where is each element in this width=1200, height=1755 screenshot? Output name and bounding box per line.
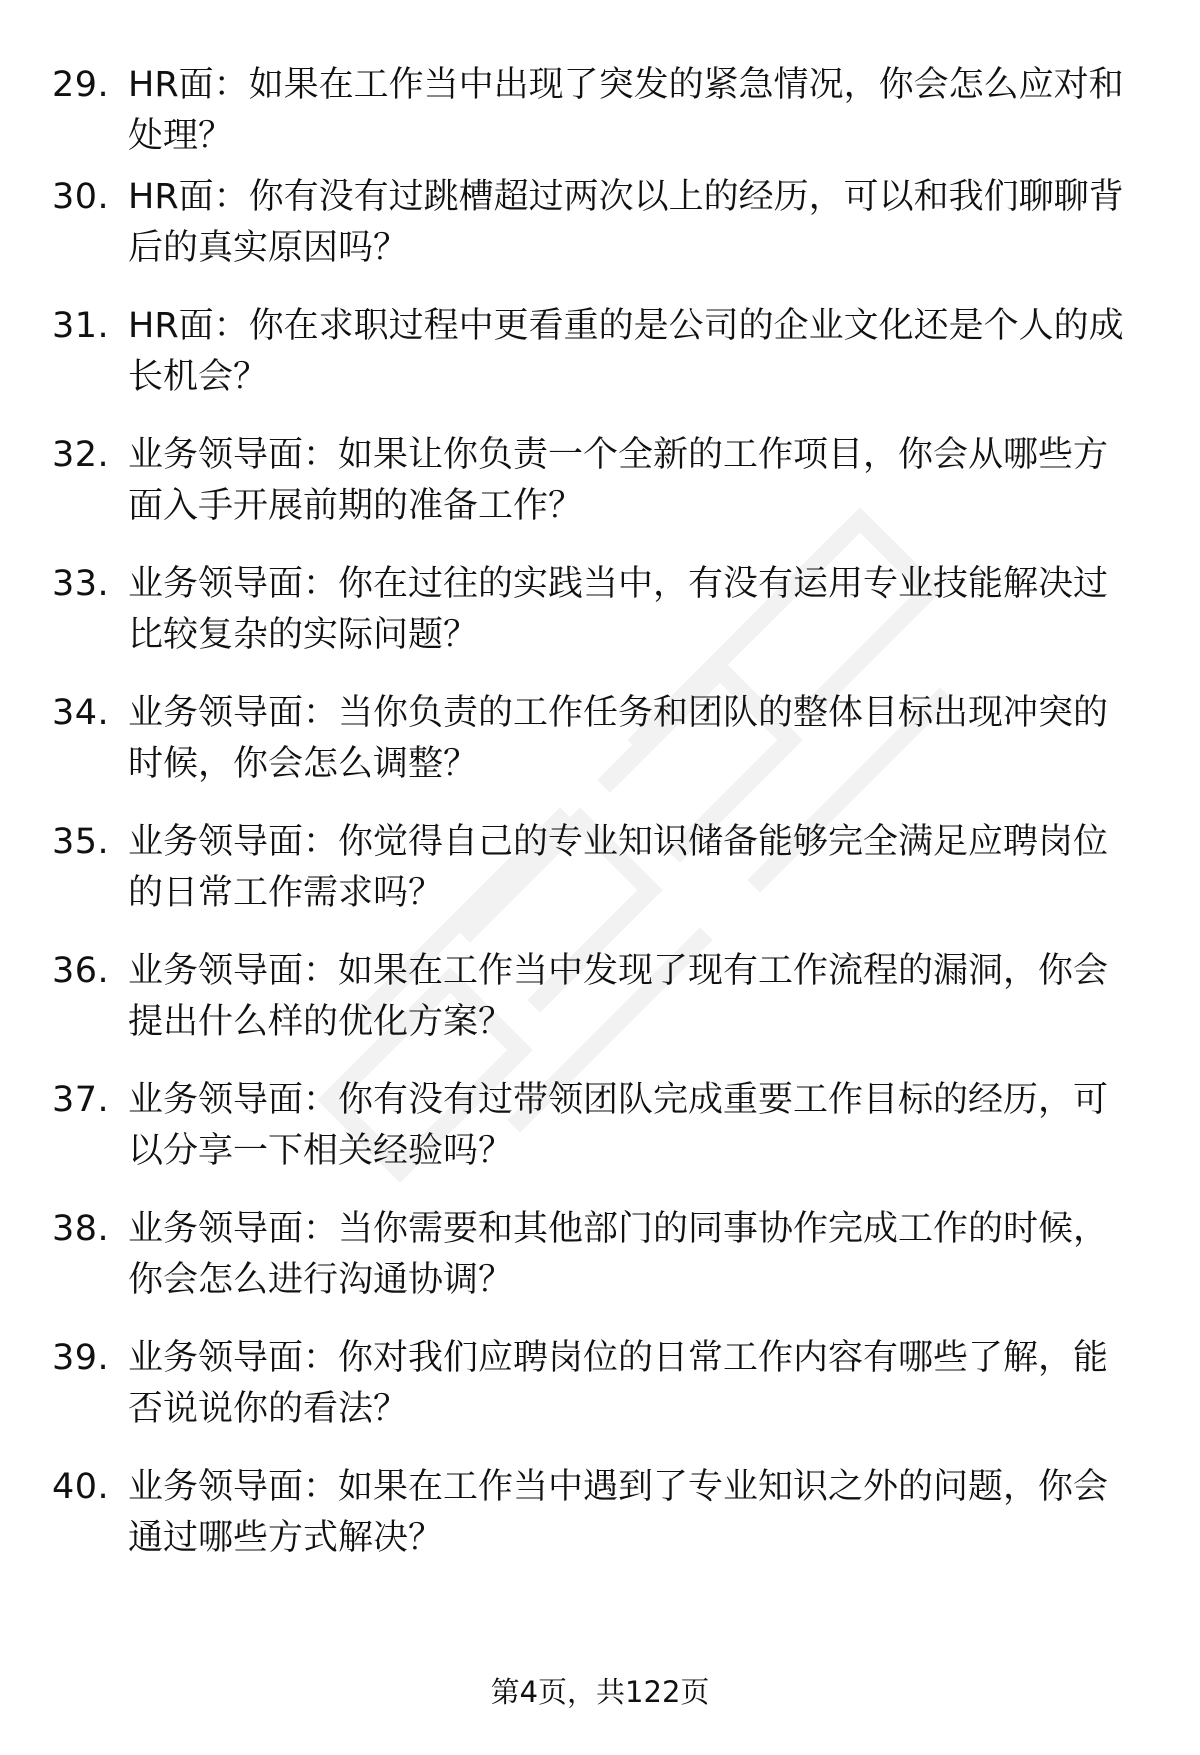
question-item bbox=[0, 1204, 1200, 1324]
question-text bbox=[128, 301, 1163, 403]
question-number: 36. bbox=[52, 951, 110, 991]
question-line: 以分享一下相关经验吗？ bbox=[128, 1131, 514, 1171]
question-text bbox=[128, 817, 1163, 919]
question-text bbox=[128, 688, 1163, 790]
question-item bbox=[0, 1333, 1200, 1453]
question-line: 的日常工作需求吗？ bbox=[128, 873, 444, 913]
question-line: 业务领导面：你觉得自己的专业知识储备能够完全满足应聘岗位 bbox=[128, 822, 1109, 862]
question-item bbox=[0, 559, 1200, 679]
question-item bbox=[0, 1462, 1200, 1582]
question-number: 39. bbox=[52, 1338, 110, 1378]
question-line: 后的真实原因吗？ bbox=[128, 228, 409, 268]
question-item bbox=[0, 60, 1200, 180]
question-number: 40. bbox=[52, 1467, 110, 1507]
question-item bbox=[0, 946, 1200, 1066]
question-item bbox=[0, 301, 1200, 421]
question-number: 35. bbox=[52, 822, 110, 862]
question-line: 业务领导面：如果让你负责一个全新的工作项目，你会从哪些方 bbox=[128, 435, 1109, 475]
question-line: 否说说你的看法？ bbox=[128, 1389, 409, 1429]
page-footer: 第4页，共122页 bbox=[490, 1675, 710, 1709]
question-line: 处理？ bbox=[128, 116, 234, 156]
question-line: 面入手开展前期的准备工作？ bbox=[128, 486, 584, 526]
question-text bbox=[128, 60, 1163, 162]
question-line: HR面：你在求职过程中更看重的是公司的企业文化还是个人的成 bbox=[128, 306, 1124, 346]
question-text bbox=[128, 1462, 1163, 1564]
question-number: 37. bbox=[52, 1080, 110, 1120]
question-line: 业务领导面：你对我们应聘岗位的日常工作内容有哪些了解，能 bbox=[128, 1338, 1109, 1378]
question-line: 通过哪些方式解决？ bbox=[128, 1518, 444, 1558]
question-number: 34. bbox=[52, 693, 110, 733]
question-line: 你会怎么进行沟通协调？ bbox=[128, 1260, 514, 1300]
question-line: 业务领导面：你有没有过带领团队完成重要工作目标的经历，可 bbox=[128, 1080, 1109, 1120]
question-line: 长机会？ bbox=[128, 357, 269, 397]
question-line: 比较复杂的实际问题？ bbox=[128, 615, 479, 655]
question-item bbox=[0, 817, 1200, 937]
question-text bbox=[128, 1204, 1163, 1306]
question-line: 业务领导面：如果在工作当中遇到了专业知识之外的问题，你会 bbox=[128, 1467, 1109, 1507]
question-line: 业务领导面：你在过往的实践当中，有没有运用专业技能解决过 bbox=[128, 564, 1109, 604]
question-item bbox=[0, 430, 1200, 550]
question-item bbox=[0, 1075, 1200, 1195]
question-line: 提出什么样的优化方案？ bbox=[128, 1002, 514, 1042]
question-line: 时候，你会怎么调整？ bbox=[128, 744, 479, 784]
question-text bbox=[128, 1333, 1163, 1435]
question-item bbox=[0, 688, 1200, 808]
question-number: 31. bbox=[52, 306, 110, 346]
question-number: 38. bbox=[52, 1209, 110, 1249]
question-text bbox=[128, 946, 1163, 1048]
question-number: 33. bbox=[52, 564, 110, 604]
question-line: HR面：你有没有过跳槽超过两次以上的经历，可以和我们聊聊背 bbox=[128, 177, 1124, 217]
question-text bbox=[128, 559, 1163, 661]
question-line: 业务领导面：如果在工作当中发现了现有工作流程的漏洞，你会 bbox=[128, 951, 1109, 991]
question-number: 30. bbox=[52, 177, 110, 217]
question-text bbox=[128, 430, 1163, 532]
question-line: 业务领导面：当你负责的工作任务和团队的整体目标出现冲突的 bbox=[128, 693, 1109, 733]
question-line: HR面：如果在工作当中出现了突发的紧急情况，你会怎么应对和 bbox=[128, 65, 1124, 105]
question-number: 29. bbox=[52, 65, 110, 105]
question-item bbox=[0, 172, 1200, 292]
question-text bbox=[128, 172, 1163, 274]
question-line: 业务领导面：当你需要和其他部门的同事协作完成工作的时候， bbox=[128, 1209, 1109, 1249]
question-text bbox=[128, 1075, 1163, 1177]
question-number: 32. bbox=[52, 435, 110, 475]
